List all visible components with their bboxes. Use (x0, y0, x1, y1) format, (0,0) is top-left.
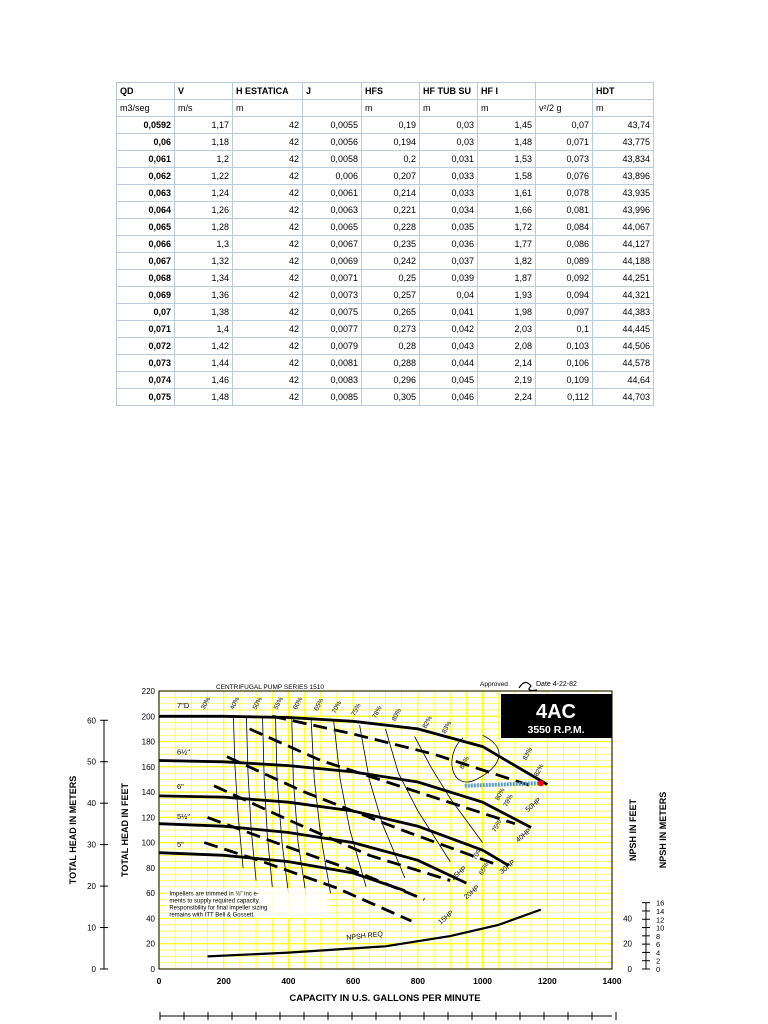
table-cell: 0,039 (420, 270, 478, 287)
table-cell: 0,112 (536, 389, 593, 406)
npsh-tick-feet: 0 (627, 965, 632, 974)
table-cell: 42 (233, 338, 303, 355)
table-cell: 0,0063 (303, 202, 362, 219)
table-cell: 43,996 (593, 202, 654, 219)
impeller-label: 7"D (177, 700, 190, 710)
table-cell: 0,033 (420, 185, 478, 202)
note-line: remains with ITT Bell & Gossett. (169, 912, 255, 919)
table-cell: 42 (233, 355, 303, 372)
table-row (117, 168, 654, 185)
efficiency-label: 40% (229, 696, 242, 711)
npsh-tick-meters: 14 (656, 906, 665, 916)
table-cell: 0,0083 (303, 372, 362, 389)
table-row (117, 338, 654, 355)
table-cell: 2,24 (478, 389, 536, 406)
table-cell: 0,228 (362, 219, 420, 236)
best-efficiency-loop (452, 735, 499, 782)
efficiency-label: 78% (371, 704, 384, 720)
table-cell: 1,24 (175, 185, 233, 202)
operating-line (465, 783, 539, 786)
model-label: 4AC (535, 701, 577, 723)
efficiency-label: 50% (251, 696, 264, 711)
table-cell: 0,066 (117, 236, 175, 253)
table-cell: 0,0075 (303, 304, 362, 321)
table-cell: 1,72 (478, 219, 536, 236)
table-cell: 0,273 (362, 321, 420, 338)
table-cell: 44,188 (593, 253, 654, 270)
table-row (117, 304, 654, 321)
table-cell: 44,127 (593, 236, 654, 253)
table-cell: 0,076 (536, 168, 593, 185)
tick-label-meters: 50 (87, 757, 96, 767)
table-cell: 0,034 (420, 202, 478, 219)
efficiency-label: 60% (292, 696, 305, 711)
table-cell: 0,065 (117, 219, 175, 236)
table-cell: 0,0077 (303, 321, 362, 338)
table-cell: 0,089 (536, 253, 593, 270)
tick-label-x: 600 (346, 976, 361, 986)
table-cell: 0,074 (117, 372, 175, 389)
table-cell: 0,0069 (303, 253, 362, 270)
npsh-tick-meters: 0 (656, 965, 661, 974)
table-row (117, 202, 654, 219)
efficiency-label: 83% (440, 720, 454, 735)
impeller-label: 6½" (177, 747, 191, 757)
table-cell: 44,64 (593, 372, 654, 389)
table-cell: 0,046 (420, 389, 478, 406)
table-row (117, 185, 654, 202)
efficiency-label: 70% (330, 699, 344, 715)
npsh-tick-meters: 12 (656, 915, 665, 925)
table-cell: 1,98 (478, 304, 536, 321)
table-row (117, 321, 654, 338)
efficiency-label: 30% (199, 696, 213, 711)
table-cell: 0,19 (362, 117, 420, 134)
npsh-tick-meters: 10 (656, 923, 665, 933)
table-cell: 0,042 (420, 321, 478, 338)
table-row (117, 134, 654, 151)
series-title: CENTRIFUGAL PUMP SERIES 1510 (215, 684, 325, 691)
table-cell: 42 (233, 253, 303, 270)
table-cell: 1,17 (175, 117, 233, 134)
table-cell: 0,075 (117, 389, 175, 406)
column-header: HDT (593, 83, 654, 100)
column-header: QD (117, 83, 175, 100)
table-cell: 1,36 (175, 287, 233, 304)
table-cell: 0,07 (536, 117, 593, 134)
table-cell: 0,078 (536, 185, 593, 202)
table-row (117, 355, 654, 372)
table-cell: 1,53 (478, 151, 536, 168)
column-header: H ESTATICA (233, 83, 303, 100)
table-cell: 0,041 (420, 304, 478, 321)
table-cell: 0,084 (536, 219, 593, 236)
table-cell: 44,506 (593, 338, 654, 355)
table-cell: 0,214 (362, 185, 420, 202)
table-cell: 42 (233, 304, 303, 321)
table-cell: 42 (233, 134, 303, 151)
table-row (117, 219, 654, 236)
efficiency-label: 82% (533, 763, 546, 778)
column-header: J (303, 83, 362, 100)
tick-label-x: 1400 (602, 976, 622, 986)
table-cell: 43,74 (593, 117, 654, 134)
table-cell: 0,068 (117, 270, 175, 287)
table-cell: 42 (233, 117, 303, 134)
table-cell: 0,235 (362, 236, 420, 253)
unit-cell: m (362, 100, 420, 117)
table-cell: 0,28 (362, 338, 420, 355)
hp-label: 20HP (463, 884, 482, 902)
tick-label-x: 0 (156, 976, 162, 986)
head-curve (159, 853, 405, 891)
table-cell: 0,0055 (303, 117, 362, 134)
table-cell: 42 (233, 219, 303, 236)
npsh-tick-meters: 6 (656, 940, 661, 950)
tick-label-x: 1000 (473, 976, 493, 986)
table-cell: 0,043 (420, 338, 478, 355)
table-cell: 0,061 (117, 151, 175, 168)
table-cell: 0,0065 (303, 219, 362, 236)
tick-label-feet: 180 (141, 737, 155, 747)
approved-label: Approved (480, 681, 508, 688)
table-cell: 44,383 (593, 304, 654, 321)
table-cell: 2,14 (478, 355, 536, 372)
table-cell: 0,25 (362, 270, 420, 287)
npsh-tick-feet: 40 (623, 914, 632, 924)
tick-label-feet: 220 (141, 687, 155, 696)
table-cell: 44,251 (593, 270, 654, 287)
impeller-label: 5½" (177, 812, 191, 822)
column-header: HF TUB SU (420, 83, 478, 100)
table-cell: 0,086 (536, 236, 593, 253)
hp-label: 25HP (450, 865, 469, 883)
table-cell: 0,035 (420, 219, 478, 236)
table-cell: 0,069 (117, 287, 175, 304)
table-cell: 0,0073 (303, 287, 362, 304)
efficiency-label: 75% (350, 702, 363, 718)
table-cell: 0,097 (536, 304, 593, 321)
efficiency-line (334, 721, 366, 887)
table-cell: 0,0079 (303, 338, 362, 355)
table-row (117, 151, 654, 168)
x-axis-title: CAPACITY IN U.S. GALLONS PER MINUTE (289, 993, 481, 1004)
table-cell: 42 (233, 185, 303, 202)
table-cell: 0,1 (536, 321, 593, 338)
table-cell: 0,242 (362, 253, 420, 270)
npsh-tick-meters: 8 (656, 931, 661, 941)
table-cell: 0,2 (362, 151, 420, 168)
table-cell: 0,006 (303, 168, 362, 185)
table-cell: 0,073 (117, 355, 175, 372)
table-cell: 0,071 (117, 321, 175, 338)
npsh-tick-meters: 4 (656, 948, 661, 958)
table-cell: 1,82 (478, 253, 536, 270)
table-cell: 42 (233, 202, 303, 219)
table-cell: 0,221 (362, 202, 420, 219)
column-header: HFS (362, 83, 420, 100)
table-units-row (117, 100, 654, 117)
tick-label-meters: 60 (87, 716, 96, 726)
efficiency-label: 70% (471, 846, 484, 862)
hp-label: 30HP (498, 859, 517, 876)
table-cell: 0,073 (536, 151, 593, 168)
table-cell: 0,106 (536, 355, 593, 372)
table-cell: 0,0085 (303, 389, 362, 406)
table-cell: 0,257 (362, 287, 420, 304)
tick-label-meters: 30 (87, 840, 96, 850)
tick-label-feet: 40 (146, 914, 155, 924)
efficiency-label: 80% (494, 787, 507, 802)
operating-point-marker (538, 780, 544, 786)
table-cell: 0,07 (117, 304, 175, 321)
table-cell: 0,296 (362, 372, 420, 389)
table-cell: 0,0058 (303, 151, 362, 168)
table-cell: 44,067 (593, 219, 654, 236)
table-cell: 0,071 (536, 134, 593, 151)
table-cell: 0,207 (362, 168, 420, 185)
column-header: HF I (478, 83, 536, 100)
npsh-tick-meters: 16 (656, 898, 665, 908)
table-row (117, 236, 654, 253)
table-cell: 42 (233, 372, 303, 389)
table-row (117, 117, 654, 134)
table-cell: 42 (233, 270, 303, 287)
date-label: Date 4-22-82 (536, 681, 577, 688)
unit-cell (303, 100, 362, 117)
table-cell: 42 (233, 321, 303, 338)
npsh-tick-feet: 20 (623, 939, 632, 949)
efficiency-label: 84% (458, 755, 472, 771)
table-cell: 0,0067 (303, 236, 362, 253)
table-cell: 44,578 (593, 355, 654, 372)
unit-cell: m (478, 100, 536, 117)
table-cell: 0,03 (420, 117, 478, 134)
table-cell: 44,703 (593, 389, 654, 406)
table-cell: 1,66 (478, 202, 536, 219)
table-cell: 0,062 (117, 168, 175, 185)
table-cell: 0,092 (536, 270, 593, 287)
tick-label-feet: 20 (146, 939, 155, 949)
table-cell: 42 (233, 151, 303, 168)
table-cell: 1,42 (175, 338, 233, 355)
tick-label-feet: 80 (146, 863, 155, 873)
table-row (117, 372, 654, 389)
tick-label-feet: 200 (141, 712, 155, 722)
table-cell: 0,265 (362, 304, 420, 321)
unit-cell: m (233, 100, 303, 117)
efficiency-line (292, 716, 307, 895)
table-cell: 0,06 (117, 134, 175, 151)
unit-cell: m/s (175, 100, 233, 117)
efficiency-label: 65% (478, 861, 491, 877)
tick-label-feet: 160 (141, 762, 155, 772)
tick-label-feet: 100 (141, 838, 155, 848)
tick-label-feet: 60 (146, 889, 155, 899)
table-cell: 43,775 (593, 134, 654, 151)
efficiency-label: 65% (313, 697, 326, 713)
feet-axis-title: TOTAL HEAD IN FEET (120, 782, 130, 878)
tick-label-feet: 0 (150, 965, 155, 974)
table-cell: 1,44 (175, 355, 233, 372)
note-line: Impellers are trimmed in ⅛" inc e- (169, 891, 259, 898)
impeller-label: 5" (177, 839, 184, 849)
table-cell: 0,094 (536, 287, 593, 304)
table-cell: 1,3 (175, 236, 233, 253)
hp-label: 50HP (524, 797, 543, 814)
unit-cell: m3/seg (117, 100, 175, 117)
table-cell: 1,4 (175, 321, 233, 338)
table-cell: 1,22 (175, 168, 233, 185)
hp-label: 15HP (437, 909, 456, 927)
table-cell: 0,033 (420, 168, 478, 185)
tick-label-meters: 20 (87, 882, 96, 892)
table-cell: 1,28 (175, 219, 233, 236)
table-cell: 42 (233, 168, 303, 185)
table-cell: 0,305 (362, 389, 420, 406)
table-cell: 42 (233, 389, 303, 406)
table-cell: 1,87 (478, 270, 536, 287)
meters-axis-title: TOTAL HEAD IN METERS (68, 775, 78, 885)
npsh-meters-title: NPSH IN METERS (658, 791, 668, 869)
table-cell: 0,03 (420, 134, 478, 151)
table-cell: 0,0056 (303, 134, 362, 151)
table-cell: 0,0081 (303, 355, 362, 372)
table-cell: 1,34 (175, 270, 233, 287)
table-cell: 1,58 (478, 168, 536, 185)
tick-label-feet: 140 (141, 788, 155, 798)
table-cell: 1,26 (175, 202, 233, 219)
table-cell: 1,38 (175, 304, 233, 321)
table-cell: 1,77 (478, 236, 536, 253)
table-row (117, 253, 654, 270)
table-cell: 44,445 (593, 321, 654, 338)
table-cell: 1,46 (175, 372, 233, 389)
tick-label-x: 200 (216, 976, 231, 986)
table-cell: 42 (233, 236, 303, 253)
efficiency-label: 80% (390, 707, 404, 723)
efficiency-label: 55% (272, 696, 285, 711)
tick-label-x: 1200 (537, 976, 557, 986)
tick-label-meters: 10 (87, 923, 96, 933)
table-row (117, 270, 654, 287)
unit-cell: v²/2 g (536, 100, 593, 117)
table-cell: 1,18 (175, 134, 233, 151)
table-cell: 0,072 (117, 338, 175, 355)
table-cell: 2,08 (478, 338, 536, 355)
table-cell: 0,109 (536, 372, 593, 389)
rpm-label: 3550 R.P.M. (527, 724, 585, 736)
efficiency-label: 82% (421, 715, 434, 730)
table-cell: 1,61 (478, 185, 536, 202)
table-cell: 0,0061 (303, 185, 362, 202)
table-cell: 0,081 (536, 202, 593, 219)
table-cell: 0,045 (420, 372, 478, 389)
table-cell: 43,834 (593, 151, 654, 168)
impeller-label: 6" (177, 781, 184, 791)
table-cell: 0,044 (420, 355, 478, 372)
table-cell: 0,063 (117, 185, 175, 202)
table-cell: 1,48 (175, 389, 233, 406)
table-row (117, 287, 654, 304)
table-cell: 0,0071 (303, 270, 362, 287)
pump-performance-curve (0, 670, 768, 1024)
signature (519, 682, 537, 690)
tick-label-meters: 0 (91, 965, 96, 974)
table-cell: 0,031 (420, 151, 478, 168)
efficiency-label: 83% (521, 746, 535, 762)
table-cell: 44,321 (593, 287, 654, 304)
note-line: ments to supply required capacity. (169, 898, 260, 905)
table-cell: 0,288 (362, 355, 420, 372)
table-cell: 1,32 (175, 253, 233, 270)
tick-label-feet: 120 (141, 813, 155, 823)
tick-label-x: 400 (281, 976, 296, 986)
table-cell: 0,037 (420, 253, 478, 270)
npsh-tick-meters: 2 (656, 956, 661, 966)
table-cell: 43,935 (593, 185, 654, 202)
table-cell: 0,067 (117, 253, 175, 270)
table-cell: 1,48 (478, 134, 536, 151)
table-row (117, 389, 654, 406)
note-line: Responsibility for final impeller sizing (169, 905, 268, 912)
table-header-row (117, 83, 654, 100)
table-cell: 2,03 (478, 321, 536, 338)
table-cell: 0,103 (536, 338, 593, 355)
efficiency-label: 78% (502, 793, 515, 809)
table-cell: 1,2 (175, 151, 233, 168)
hp-label: 40HP (514, 827, 533, 845)
table-cell: 0,036 (420, 236, 478, 253)
table-cell: 2,19 (478, 372, 536, 389)
table-cell: 1,45 (478, 117, 536, 134)
table-cell: 0,04 (420, 287, 478, 304)
column-header (536, 83, 593, 100)
table-cell: 43,896 (593, 168, 654, 185)
table-cell: 0,064 (117, 202, 175, 219)
column-header: V (175, 83, 233, 100)
table-cell: 42 (233, 287, 303, 304)
hydraulic-calc-table (116, 82, 654, 406)
efficiency-label: 75% (491, 818, 504, 834)
table-cell: 0,194 (362, 134, 420, 151)
table-cell: 0,0592 (117, 117, 175, 134)
tick-label-meters: 40 (87, 799, 96, 809)
npsh-curve-label: NPSH REQ (346, 931, 384, 942)
table-cell: 1,93 (478, 287, 536, 304)
tick-label-x: 800 (410, 976, 425, 986)
unit-cell: m (593, 100, 654, 117)
unit-cell: m (420, 100, 478, 117)
npsh-feet-title: NPSH IN FEET (628, 798, 638, 862)
